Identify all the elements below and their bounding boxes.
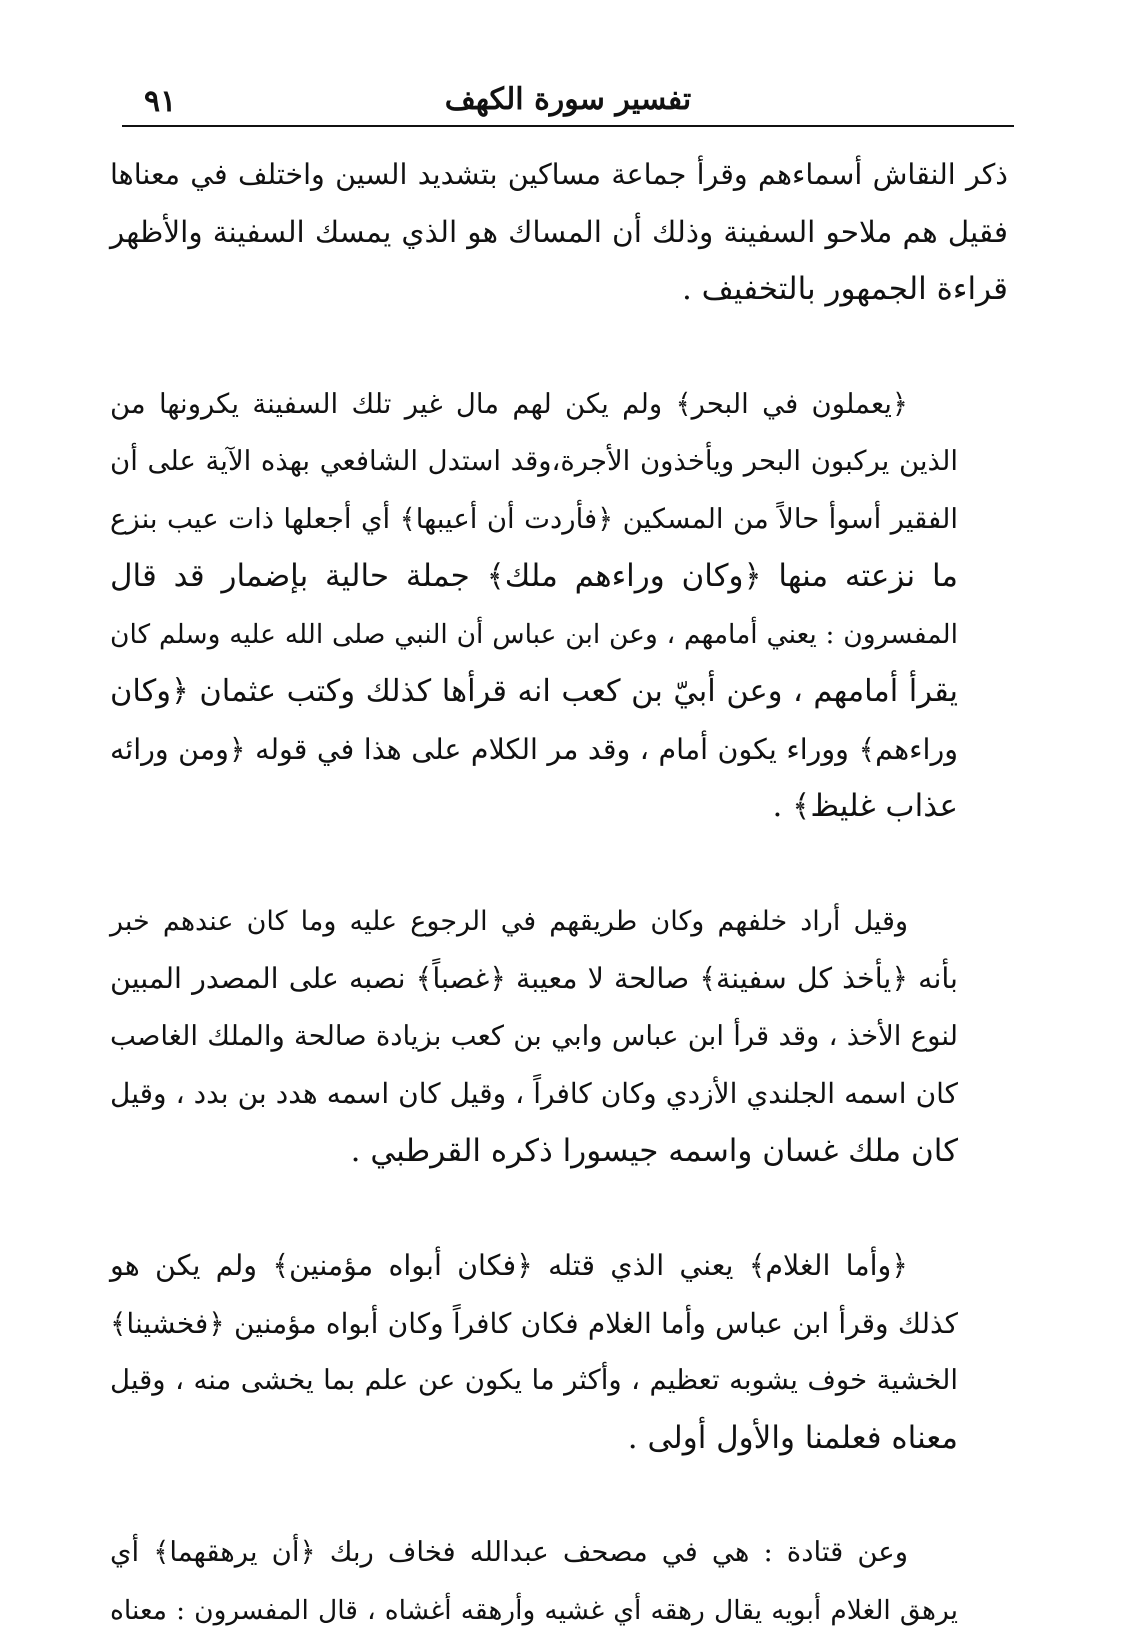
paragraph-4 [110, 1237, 1008, 1467]
paragraph-gap [110, 836, 1008, 893]
paragraph-gap [110, 1467, 1008, 1524]
paragraph-1 [110, 146, 1008, 319]
text-line: يقرأ أمامهم ، وعن أبيّ بن كعب انه قرأها كذلك وكتب عثمان ﴿وكان [110, 663, 1008, 721]
text-line: عذاب غليظ﴾ . [110, 778, 1008, 836]
text-line: ما نزعته منها ﴿وكان وراءهم ملك﴾ جملة حالية بإضمار قد قال [110, 548, 1008, 606]
body-text [110, 146, 1008, 1639]
paragraph-2 [110, 376, 1008, 836]
text-line: لنوع الأخذ ، وقد قرأ ابن عباس وابي بن كعب بزيادة صالحة والملك الغاصب [110, 1008, 1008, 1066]
paragraph-gap [110, 319, 1008, 376]
header-divider [122, 125, 1014, 127]
text-line: وعن قتادة : هي في مصحف عبدالله فخاف ربك ﴿أن يرهقهما﴾ أي [110, 1524, 1008, 1582]
text-line: ﴿وأما الغلام﴾ يعني الذي قتله ﴿فكان أبواه مؤمنين﴾ ولم يكن هو [110, 1237, 1008, 1295]
text-line: فقيل هم ملاحو السفينة وذلك أن المساك هو الذي يمسك السفينة والأظهر [110, 204, 1008, 262]
page-header [122, 78, 1014, 126]
text-line: قراءة الجمهور بالتخفيف . [110, 261, 1008, 319]
text-line: المفسرون : يعني أمامهم ، وعن ابن عباس أن النبي صلى الله عليه وسلم كان [110, 606, 1008, 664]
running-title: تفسير سورة الكهف [122, 82, 1014, 118]
text-line: الذين يركبون البحر ويأخذون الأجرة،وقد استدل الشافعي بهذه الآية على أن [110, 433, 1008, 491]
text-line: ذكر النقاش أسماءهم وقرأ جماعة مساكين بتشديد السين واختلف في معناها [110, 146, 1008, 204]
text-line: وراءهم﴾ ووراء يكون أمام ، وقد مر الكلام على هذا في قوله ﴿ومن ورائه [110, 721, 1008, 779]
text-line: يرهق الغلام أبويه يقال رهقه أي غشيه وأرهقه أغشاه ، قال المفسرون : معناه [110, 1582, 1008, 1639]
text-line: ﴿يعملون في البحر﴾ ولم يكن لهم مال غير تلك السفينة يكرونها من [110, 376, 1008, 434]
text-line: كذلك وقرأ ابن عباس وأما الغلام فكان كافراً وكان أبواه مؤمنين ﴿فخشينا﴾ [110, 1295, 1008, 1353]
text-line: كان اسمه الجلندي الأزدي وكان كافراً ، وقيل كان اسمه هدد بن بدد ، وقيل [110, 1065, 1008, 1123]
text-line: كان ملك غسان واسمه جيسورا ذكره القرطبي . [110, 1123, 1008, 1181]
text-line: معناه فعلمنا والأول أولى . [110, 1410, 1008, 1468]
paragraph-gap [110, 1180, 1008, 1237]
text-line: الفقير أسوأ حالاً من المسكين ﴿فأردت أن أعيبها﴾ أي أجعلها ذات عيب بنزع [110, 491, 1008, 549]
text-line: وقيل أراد خلفهم وكان طريقهم في الرجوع عليه وما كان عندهم خبر [110, 893, 1008, 951]
text-line: بأنه ﴿يأخذ كل سفينة﴾ صالحة لا معيبة ﴿غصباً﴾ نصبه على المصدر المبين [110, 950, 1008, 1008]
paragraph-5 [110, 1524, 1008, 1639]
page-number: ٩١ [144, 84, 176, 120]
paragraph-3 [110, 893, 1008, 1181]
text-line: الخشية خوف يشوبه تعظيم ، وأكثر ما يكون عن علم بما يخشى منه ، وقيل [110, 1352, 1008, 1410]
